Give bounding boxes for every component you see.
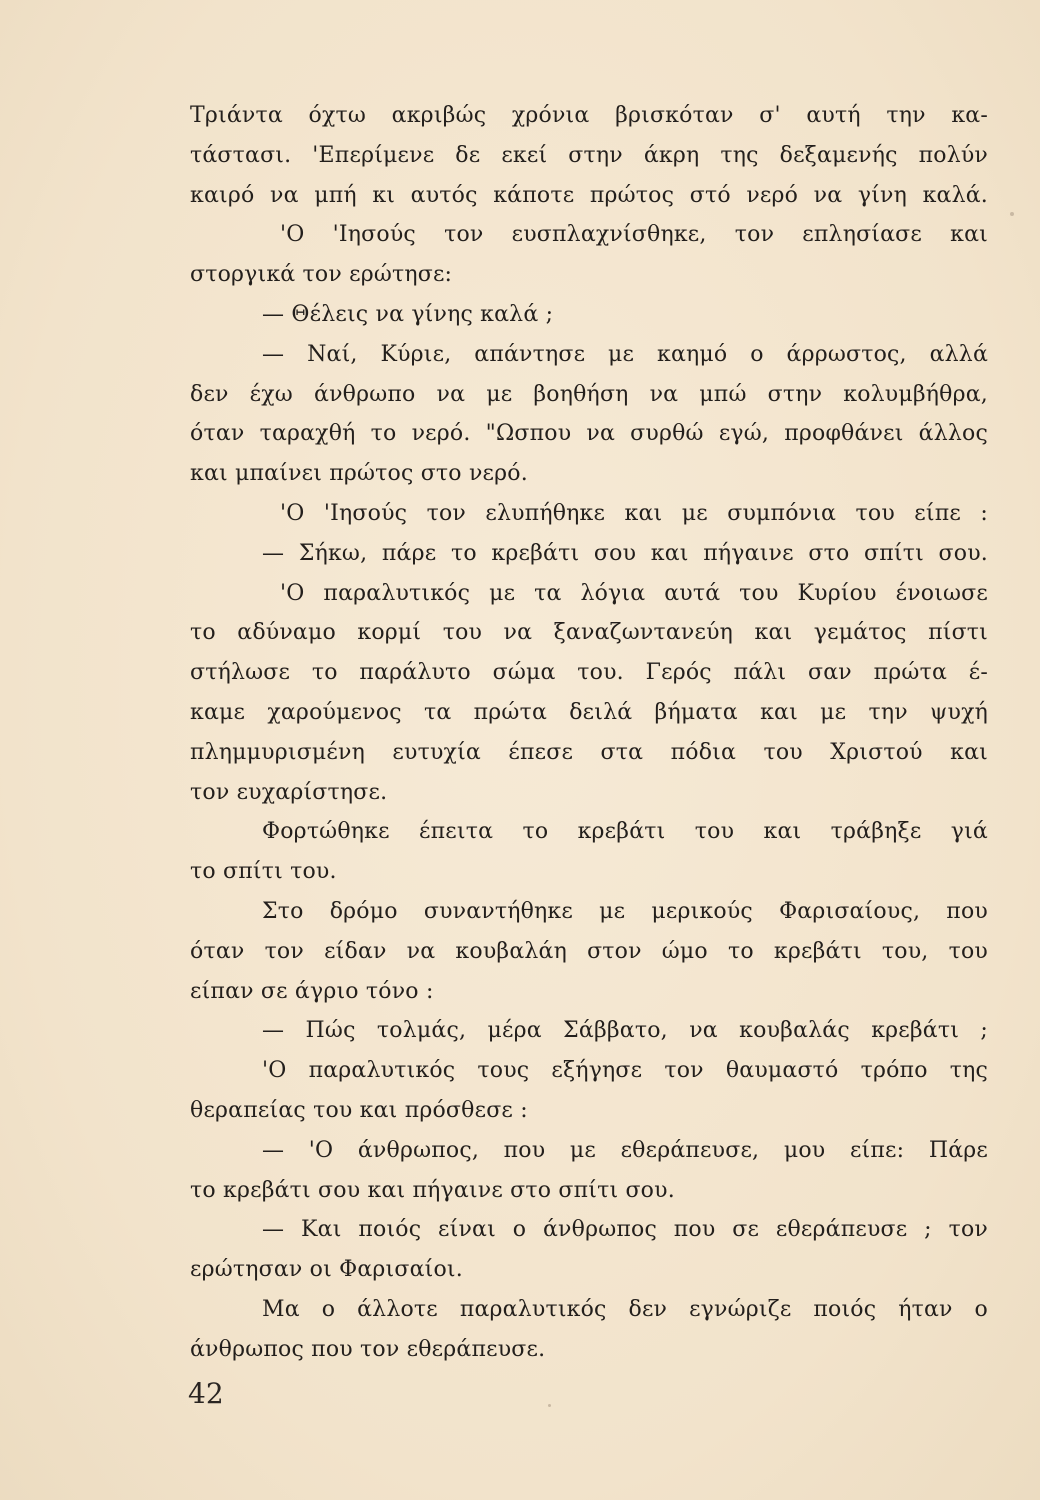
text-line-01: Τριάντα όχτω ακριβώς χρόνια βρισκόταν σ' αυτή την κα-: [190, 103, 988, 128]
text-line-25: 'Ο παραλυτικός τους εξήγησε τον θαυμαστό τρόπο της: [262, 1058, 988, 1084]
text-line-24: — Πώς τολμάς, μέρα Σάββατο, να κουβαλάς κρεβάτι ;: [262, 1018, 988, 1044]
body-text: [190, 96, 988, 1370]
text-line-18: τον ευχαρίστησε.: [190, 779, 388, 805]
paper-speck: [1010, 212, 1014, 216]
text-line-30: ερώτησαν οι Φαρισαίοι.: [190, 1257, 463, 1283]
text-line-23: είπαν σε άγριο τόνο :: [190, 978, 434, 1004]
text-line-06: — Θέλεις να γίνης καλά ;: [262, 301, 554, 327]
page-number: 42: [188, 1377, 224, 1410]
text-line-15: στήλωσε το παράλυτο σώμα του. Γερός πάλι σαν πρώτα έ-: [190, 660, 988, 686]
text-line-17: πλημμυρισμένη ευτυχία έπεσε στα πόδια του Χριστού και: [190, 739, 988, 765]
text-line-09: όταν ταραχθή το νερό. "Ωσπου να συρθώ εγώ, προφθάνει άλλος: [190, 421, 988, 447]
text-line-05: στοργικά τον ερώτησε:: [190, 262, 453, 288]
text-line-02: τάστασι. 'Επερίμενε δε εκεί στην άκρη της δεξαμενής πολύν: [190, 142, 988, 168]
text-line-03: καιρό να μπή κι αυτός κάποτε πρώτος στό νερό να γίνη καλά.: [190, 182, 988, 208]
paper-speck: [548, 1404, 551, 1407]
text-line-14: το αδύναμο κορμί του να ξαναζωντανεύη και γεμάτος πίστι: [190, 620, 988, 646]
text-line-07: — Ναί, Κύριε, απάντησε με καημό ο άρρωστος, αλλά: [262, 341, 988, 367]
text-line-19: Φορτώθηκε έπειτα το κρεβάτι του και τράβηξε γιά: [262, 819, 988, 845]
text-line-27: — 'Ο άνθρωπος, που με εθεράπευσε, μου είπε: Πάρε: [262, 1137, 988, 1163]
text-line-22: όταν τον είδαν να κουβαλάη στον ώμο το κρεβάτι του, του: [190, 938, 988, 964]
text-line-31: Μα ο άλλοτε παραλυτικός δεν εγνώριζε ποιός ήταν ο: [262, 1296, 988, 1322]
text-line-21: Στο δρόμο συναντήθηκε με μερικούς Φαρισαίους, που: [262, 898, 988, 924]
text-line-28: το κρεβάτι σου και πήγαινε στο σπίτι σου.: [190, 1177, 675, 1203]
text-line-12: — Σήκω, πάρε το κρεβάτι σου και πήγαινε στο σπίτι σου.: [262, 540, 988, 566]
text-line-32: άνθρωπος που τον εθεράπευσε.: [190, 1336, 546, 1362]
text-line-10: και μπαίνει πρώτος στο νερό.: [190, 461, 528, 487]
text-line-16: καμε χαρούμενος τα πρώτα δειλά βήματα και με την ψυχή: [190, 699, 988, 725]
text-line-08: δεν έχω άνθρωπο να με βοηθήση να μπώ στην κολυμβήθρα,: [190, 381, 988, 407]
text-line-20: το σπίτι του.: [190, 859, 337, 885]
text-line-26: θεραπείας του και πρόσθεσε :: [190, 1097, 528, 1123]
text-line-11: 'Ο 'Ιησούς τον ελυπήθηκε και με συμπόνια του είπε :: [280, 500, 988, 526]
text-line-04: 'Ο 'Ιησούς τον ευσπλαχνίσθηκε, τον επλησίασε και: [280, 222, 988, 248]
text-line-29: — Και ποιός είναι ο άνθρωπος που σε εθεράπευσε ; τον: [262, 1217, 988, 1243]
text-line-13: 'Ο παραλυτικός με τα λόγια αυτά του Κυρίου ένοιωσε: [280, 580, 988, 606]
